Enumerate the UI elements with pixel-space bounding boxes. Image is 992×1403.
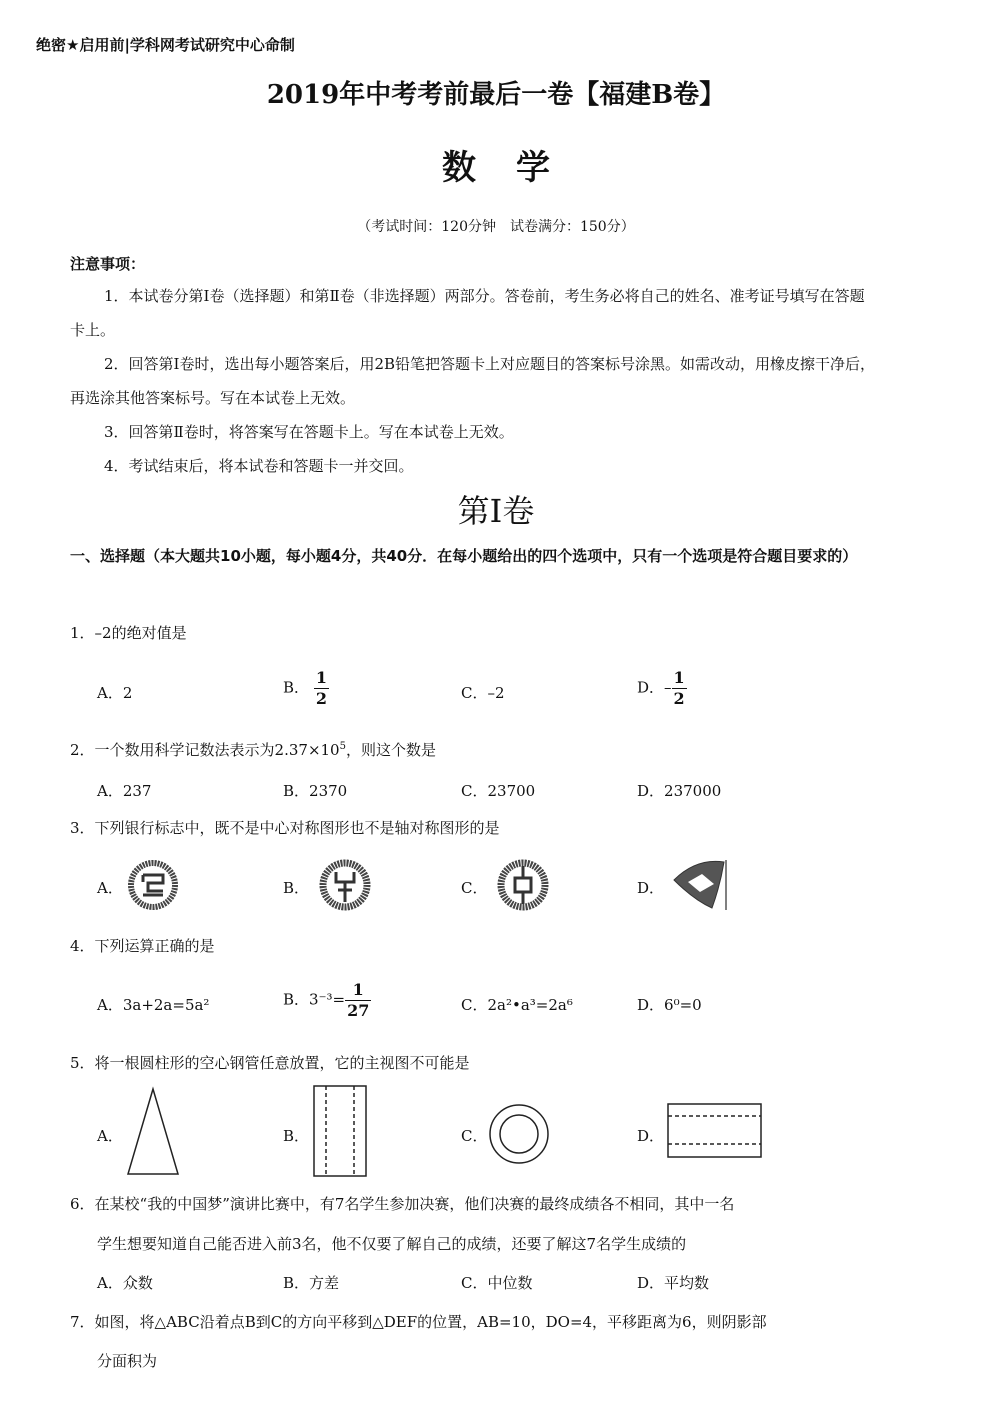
q5-option-b: B． bbox=[283, 1127, 310, 1145]
q3-option-c: C． bbox=[461, 879, 488, 897]
q1-option-b: B． $\frac{1}{2}$ bbox=[283, 668, 327, 708]
q5-option-d: D． bbox=[637, 1127, 665, 1145]
q5-horizontal-rect-figure bbox=[666, 1102, 764, 1160]
bank-logo-c-icon bbox=[496, 858, 550, 912]
question-7-stem-line1: 7．如图，将△ABC沿着点B到C的方向平移到△DEF的位置，AB=10，DO=4，平移距离为6，则阴影部 bbox=[70, 1313, 767, 1331]
notice-heading: 注意事项： bbox=[70, 255, 146, 273]
exam-info: （考试时间：120分钟 试卷满分：150分） bbox=[357, 219, 635, 235]
q1-b-fraction: $\frac{1}{2}$ bbox=[315, 668, 327, 708]
question-1-stem: 1．–2的绝对值是 bbox=[70, 624, 187, 642]
bank-logo-d-icon bbox=[668, 856, 730, 912]
q1-option-c: C．–2 bbox=[461, 684, 505, 702]
q1-option-a: A．2 bbox=[97, 684, 133, 702]
exam-title: 2019年中考考前最后一卷【福建B卷】 bbox=[266, 80, 726, 110]
section-title: 一、选择题（本大题共10小题，每小题4分，共40分．在每小题给出的四个选项中，只有一个选项是符合题目要求的） bbox=[70, 547, 858, 565]
q2-option-a: A．237 bbox=[97, 782, 152, 800]
notice-item-2: 2．回答第Ⅰ卷时，选出每小题答案后，用2B铅笔把答题卡上对应题目的答案标号涂黑。如需改动，用橡皮擦干净后，再选涂其他答案标号。写在本试卷上无效。 bbox=[70, 355, 876, 407]
q1-option-d: D．– $\frac{1}{2}$ bbox=[637, 668, 685, 708]
q1-d-fraction: $\frac{1}{2}$ bbox=[673, 668, 685, 708]
q6-option-d: D．平均数 bbox=[637, 1274, 710, 1292]
notice-item-3: 3．回答第Ⅱ卷时，将答案写在答题卡上。写在本试卷上无效。 bbox=[104, 423, 514, 441]
q4-option-b: B．3⁻³= $\frac{1}{27}$ bbox=[283, 980, 370, 1020]
q5-triangle-figure bbox=[124, 1086, 182, 1178]
question-6-stem-line1: 6．在某校“我的中国梦”演讲比赛中，有7名学生参加决赛，他们决赛的最终成绩各不相同，其中一名 bbox=[70, 1195, 735, 1213]
subject-title: 数学 bbox=[442, 148, 590, 188]
question-5-stem: 5．将一根圆柱形的空心钢管任意放置，它的主视图不可能是 bbox=[70, 1054, 470, 1072]
q2-option-b: B．2370 bbox=[283, 782, 348, 800]
bank-logo-b-icon bbox=[318, 858, 372, 912]
q6-option-c: C．中位数 bbox=[461, 1274, 533, 1292]
volume-title: 第Ⅰ卷 bbox=[457, 492, 535, 530]
q5-vertical-rect-figure bbox=[312, 1084, 370, 1180]
q2-option-d: D．237000 bbox=[637, 782, 722, 800]
notice-item-4: 4．考试结束后，将本试卷和答题卡一并交回。 bbox=[104, 457, 414, 475]
question-6-stem-line2: 学生想要知道自己能否进入前3名，他不仅要了解自己的成绩，还要了解这7名学生成绩的 bbox=[97, 1235, 687, 1253]
q5-option-c: C． bbox=[461, 1127, 488, 1145]
question-3-stem: 3．下列银行标志中，既不是中心对称图形也不是轴对称图形的是 bbox=[70, 819, 500, 837]
q3-option-d: D． bbox=[637, 879, 665, 897]
q3-option-a: A． bbox=[97, 879, 123, 897]
q4-option-d: D．6⁰=0 bbox=[637, 996, 702, 1014]
q5-ring-figure bbox=[486, 1102, 552, 1166]
question-7-stem-line2: 分面积为 bbox=[97, 1352, 158, 1370]
q3-option-b: B． bbox=[283, 879, 310, 897]
q5-option-a: A． bbox=[97, 1127, 123, 1145]
question-2-stem: 2．一个数用科学记数法表示为$2.37\times 10^5$，则这个数是 bbox=[70, 741, 436, 759]
question-4-stem: 4．下列运算正确的是 bbox=[70, 937, 215, 955]
q4-b-fraction: $\frac{1}{27}$ bbox=[347, 980, 370, 1020]
q4-option-c: C．2a²•a³=2a⁶ bbox=[461, 996, 573, 1014]
notice-item-1: 1．本试卷分第Ⅰ卷（选择题）和第Ⅱ卷（非选择题）两部分。答卷前，考生务必将自己的姓名、准考证号填写在答题卡上。 bbox=[70, 287, 865, 339]
confidential-header: 绝密★启用前|学科网考试研究中心命制 bbox=[36, 36, 295, 54]
q6-option-a: A．众数 bbox=[97, 1274, 153, 1292]
bank-logo-a-icon bbox=[126, 860, 180, 912]
q6-option-b: B．方差 bbox=[283, 1274, 340, 1292]
q2-option-c: C．23700 bbox=[461, 782, 536, 800]
q4-option-a: A．3a+2a=5a² bbox=[97, 996, 210, 1014]
